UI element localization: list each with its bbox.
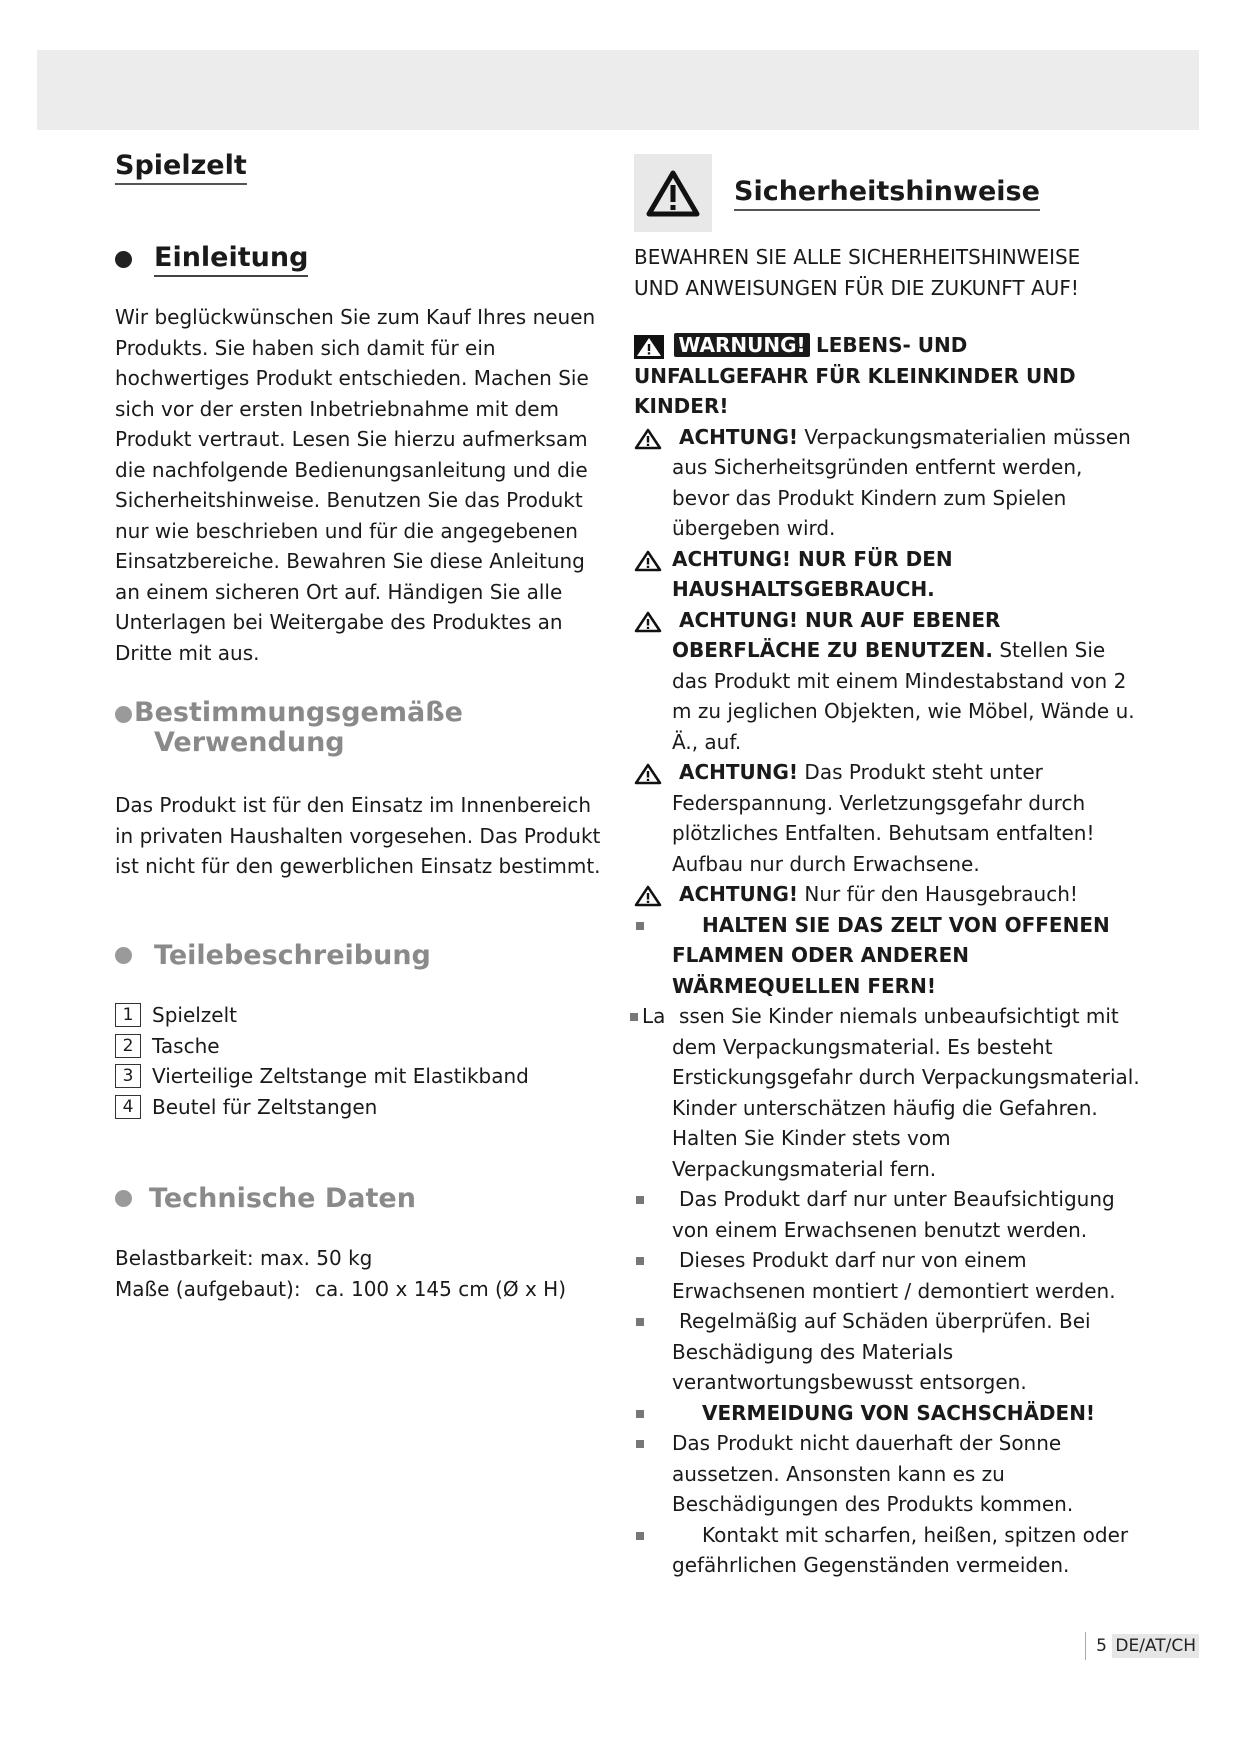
- intro-section: [115, 242, 308, 277]
- notice-text: Dieses Produkt darf nur von einem Erwachsenen montiert / demontiert werden.: [672, 1248, 1116, 1303]
- part-label: Tasche: [152, 1033, 220, 1058]
- part-label: Beutel für Zeltstangen: [152, 1094, 378, 1119]
- caution-label: ACHTUNG!: [679, 760, 799, 784]
- footer-divider: [1085, 1632, 1086, 1660]
- square-bullet-icon: [636, 1532, 644, 1540]
- square-bullet-icon: [636, 922, 644, 930]
- caps-line2: UND ANWEISUNGEN FÜR DIE ZUKUNFT AUF!: [634, 276, 1079, 300]
- notice-text: Das Produkt nicht dauerhaft der Sonne aussetzen. Ansonsten kann es zu Beschädigungen des Produkts kommen.: [672, 1431, 1074, 1516]
- dims-value: ca. 100 x 145 cm (Ø x H): [315, 1276, 566, 1301]
- caution-triangle-icon: [634, 611, 662, 642]
- square-bullet-icon: [636, 1196, 644, 1204]
- caution-label: ACHTUNG!: [679, 882, 799, 906]
- list-item: [634, 1520, 1144, 1581]
- intro-heading: [115, 242, 308, 277]
- bullet-dot-icon: [115, 947, 132, 964]
- square-bullet-icon: [630, 1013, 638, 1021]
- parts-list: [115, 1000, 529, 1122]
- list-item: [634, 422, 1144, 544]
- square-bullet-icon: [636, 1257, 644, 1265]
- use-heading-line2: Verwendung: [154, 727, 345, 758]
- caution-text: Verpackungsmaterialien müssen aus Sicherheitsgründen entfernt werden, bevor das Produkt Kindern zum Spielen übergeben wird.: [672, 424, 1131, 540]
- intro-heading-text: Einleitung: [154, 242, 308, 277]
- left-column: [115, 150, 607, 1301]
- parts-section: [115, 940, 431, 971]
- caution-triangle-icon: [634, 763, 662, 794]
- parts-heading-text: Teilebeschreibung: [154, 940, 431, 971]
- safety-header: [634, 154, 1040, 232]
- tech-heading: [115, 1183, 416, 1214]
- warning-triangle-icon: [634, 335, 664, 359]
- caution-triangle-icon: [634, 428, 662, 459]
- warning-text: LEBENS- UND UNFALLGEFAHR FÜR KLEINKINDER UND KINDER!: [634, 333, 1076, 418]
- use-heading-line1: Bestimmungsgemäße: [134, 697, 463, 728]
- caution-label: ACHTUNG!: [679, 424, 799, 449]
- part-number: 1: [115, 1003, 141, 1027]
- notice-text: Das Produkt darf nur unter Beaufsichtigung von einem Erwachsenen benutzt werden.: [672, 1187, 1115, 1242]
- caution-text: Nur für den Hausgebrauch!: [804, 882, 1078, 906]
- caution-label: ACHTUNG! NUR FÜR DEN HAUSHALTSGEBRAUCH.: [672, 546, 953, 601]
- list-item: [634, 544, 1144, 605]
- dims-label: Maße (aufgebaut):: [115, 1276, 301, 1301]
- caution-text: Stellen Sie das Produkt mit einem Mindestabstand von 2 m zu jeglichen Objekten, wie Möbel, Wände u. Ä., auf.: [672, 638, 1135, 754]
- square-bullet-icon: [636, 1318, 644, 1326]
- page-footer: [1085, 1632, 1199, 1660]
- list-item: [634, 1001, 1144, 1184]
- list-item: [115, 1000, 529, 1031]
- list-item: [634, 910, 1144, 1002]
- locale-code: DE/AT/CH: [1112, 1634, 1199, 1658]
- part-label: Spielzelt: [152, 1003, 238, 1028]
- list-item: [634, 1184, 1144, 1245]
- part-number: 4: [115, 1095, 141, 1119]
- use-heading: [115, 698, 463, 758]
- use-text: Das Produkt ist für den Einsatz im Innenbereich in privaten Haushalten vorgesehen. Das Produkt ist nicht für den gewerblichen Einsatz bestimmt.: [115, 793, 601, 878]
- notice-text: Regelmäßig auf Schäden überprüfen. Bei Beschädigung des Materials verantwortungsbewusst entsorgen.: [672, 1309, 1091, 1394]
- load-value: max. 50 kg: [260, 1246, 373, 1270]
- notice-lead: La: [642, 1004, 666, 1028]
- warning-badge: WARNUNG!: [674, 333, 809, 357]
- page-title: Spielzelt: [115, 150, 247, 185]
- list-item: [634, 879, 1144, 910]
- list-item: [634, 1245, 1144, 1306]
- square-bullet-icon: [636, 1440, 644, 1448]
- bullet-dot-icon: [115, 706, 132, 723]
- list-item: [634, 1398, 1144, 1429]
- notice-text: ssen Sie Kinder niemals unbeaufsichtigt mit dem Verpackungsmaterial. Es besteht Erstickungsgefahr durch Verpackungsmaterial. Kinder unterschätzen häufig die Gefahren. Halten Sie Kinder stets vom Verpackungsmaterial fern.: [672, 1004, 1140, 1181]
- safety-heading: Sicherheitshinweise: [734, 176, 1040, 211]
- notice-text: Kontakt mit scharfen, heißen, spitzen oder gefährlichen Gegenständen vermeiden.: [672, 1522, 1129, 1577]
- notice-label: HALTEN SIE DAS ZELT VON OFFENEN FLAMMEN ODER ANDEREN WÄRMEQUELLEN FERN!: [672, 912, 1110, 998]
- tech-heading-text: Technische Daten: [149, 1183, 416, 1214]
- load-label: Belastbarkeit:: [115, 1246, 254, 1270]
- keep-instructions-text: [634, 242, 1080, 304]
- list-item: [634, 1306, 1144, 1398]
- intro-text: Wir beglückwünschen Sie zum Kauf Ihres neuen Produkts. Sie haben sich damit für ein hochwertiges Produkt entschieden. Machen Sie sich vor der ersten Inbetriebnahme mit dem Produkt vertraut. Lesen Sie hierzu aufmerksam die nachfolgende Bedienungsanleitung und die Sicherheitshinweise. Benutzen Sie das Produkt nur wie beschrieben und für die angegebenen Einsatzbereiche. Bewahren Sie diese Anleitung an einem sicheren Ort auf. Händigen Sie alle Unterlagen bei Weitergabe des Produktes an Dritte mit aus.: [115, 305, 596, 665]
- tech-data: [115, 1243, 566, 1304]
- bullet-dot-icon: [115, 251, 132, 268]
- list-item: [115, 1031, 529, 1062]
- safety-list: [634, 330, 1144, 1581]
- use-section: [115, 698, 463, 758]
- list-item: [115, 1061, 529, 1092]
- square-bullet-icon: [636, 1410, 644, 1418]
- list-item: [634, 757, 1144, 879]
- notice-label: VERMEIDUNG VON SACHSCHÄDEN!: [702, 1400, 1096, 1425]
- part-label: Vierteilige Zeltstange mit Elastikband: [152, 1064, 529, 1089]
- warning-triangle-icon: [634, 154, 712, 232]
- caps-line1: BEWAHREN SIE ALLE SICHERHEITSHINWEISE: [634, 245, 1081, 269]
- part-number: 3: [115, 1064, 141, 1088]
- caution-text: Das Produkt steht unter Federspannung. Verletzungsgefahr durch plötzliches Entfalten. Behutsam entfalten! Aufbau nur durch Erwachsene.: [672, 760, 1095, 876]
- page-number: 5: [1096, 1636, 1107, 1656]
- list-item: [634, 605, 1144, 758]
- caution-label: ACHTUNG! NUR AUF EBENER OBERFLÄCHE ZU BENUTZEN.: [672, 607, 1001, 662]
- parts-heading: [115, 940, 431, 971]
- part-number: 2: [115, 1034, 141, 1058]
- tech-section: [115, 1183, 416, 1214]
- warning-item: [634, 330, 1144, 422]
- list-item: [634, 1428, 1144, 1520]
- caution-triangle-icon: [634, 550, 662, 581]
- bullet-dot-icon: [115, 1190, 132, 1207]
- list-item: [115, 1092, 529, 1123]
- header-bar: [37, 50, 1199, 130]
